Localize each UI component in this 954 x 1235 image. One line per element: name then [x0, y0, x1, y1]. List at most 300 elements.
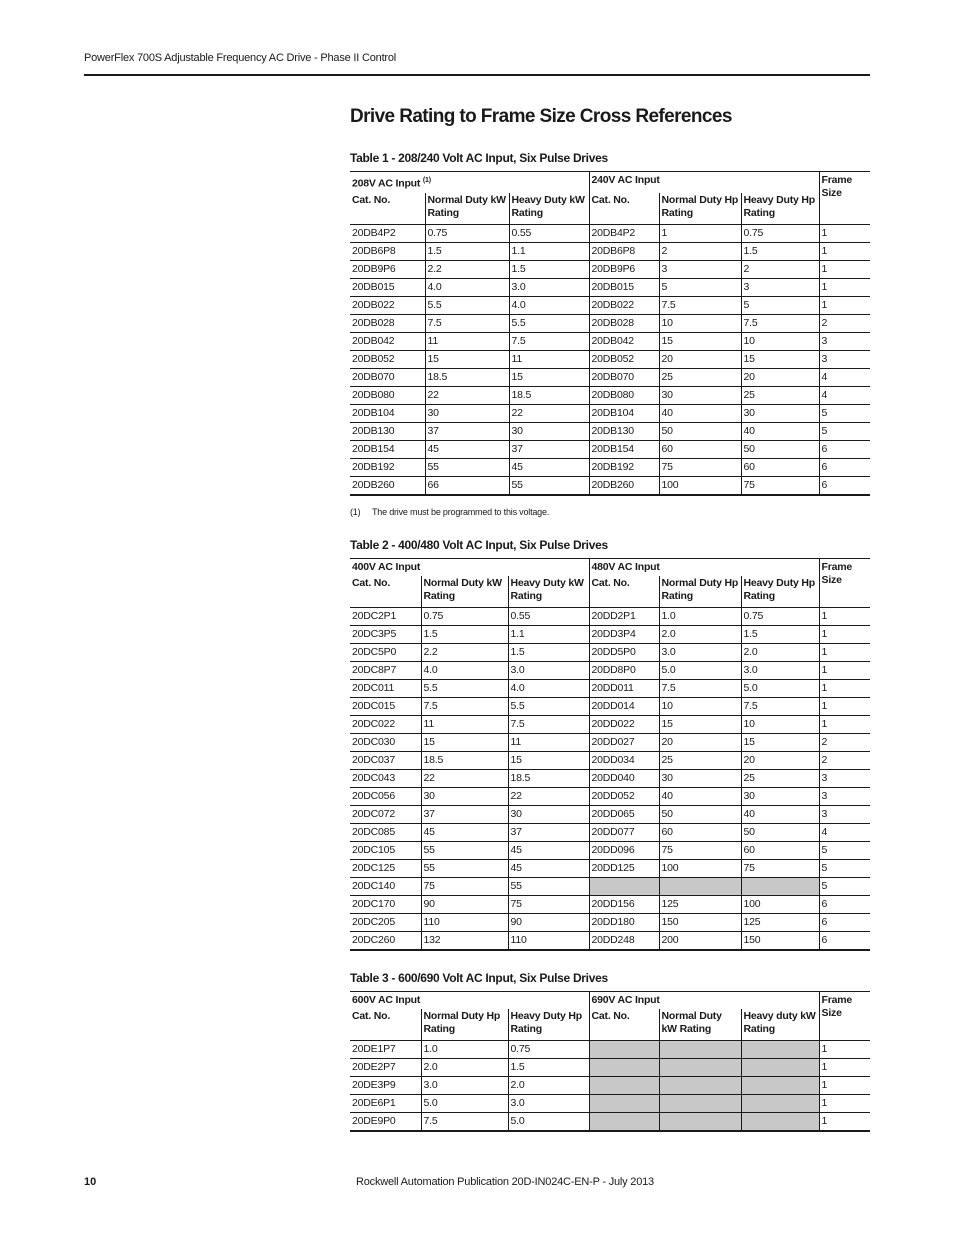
table-row: [350, 404, 870, 422]
table-cell: 20DC8P7: [350, 662, 421, 680]
table-cell: 20: [741, 752, 819, 770]
table-cell: 2: [819, 734, 870, 752]
table-cell: [589, 1113, 659, 1132]
table-cell: 20DD034: [589, 752, 659, 770]
table-cell: 1: [819, 698, 870, 716]
section-title: Drive Rating to Frame Size Cross References: [350, 106, 732, 127]
table-row: [350, 734, 870, 752]
table-cell: 20DD014: [589, 698, 659, 716]
table-cell: 7.5: [659, 296, 741, 314]
table-row: [350, 698, 870, 716]
table-cell: 1: [819, 644, 870, 662]
table-cell: 3.0: [508, 662, 589, 680]
table-cell: 100: [659, 860, 741, 878]
table-cell: 20DB028: [589, 314, 659, 332]
table-row: [350, 350, 870, 368]
table-row: [350, 806, 870, 824]
table-cell: 30: [421, 788, 508, 806]
table-cell: 1: [819, 1077, 870, 1095]
table-row: [350, 314, 870, 332]
table-cell: 20DB6P8: [350, 242, 425, 260]
table-row: [350, 716, 870, 734]
table-3-frame-header: Frame Size: [819, 992, 870, 1041]
table-cell: 20DB070: [350, 368, 425, 386]
table-cell: 1: [819, 662, 870, 680]
column-header: Cat. No.: [350, 576, 421, 608]
table-cell: 25: [659, 368, 741, 386]
table-cell: 20DD077: [589, 824, 659, 842]
table-cell: 10: [741, 716, 819, 734]
table-row: [350, 896, 870, 914]
table-cell: 15: [508, 752, 589, 770]
table-cell: 1: [819, 224, 870, 242]
column-header: Heavy Duty kW Rating: [509, 193, 589, 225]
column-header: Heavy duty kW Rating: [741, 1009, 819, 1041]
table-cell: 20DC085: [350, 824, 421, 842]
column-header: Heavy Duty Hp Rating: [741, 193, 819, 225]
table-cell: 1.5: [421, 626, 508, 644]
table-cell: 55: [508, 878, 589, 896]
table-cell: 1: [819, 680, 870, 698]
table-cell: 150: [741, 932, 819, 951]
table-row: [350, 296, 870, 314]
table-cell: 5.5: [421, 680, 508, 698]
table-cell: 2.0: [659, 626, 741, 644]
table-cell: 2: [819, 314, 870, 332]
table-cell: 20DD3P4: [589, 626, 659, 644]
table-cell: 5.5: [509, 314, 589, 332]
table-cell: 1: [819, 1041, 870, 1059]
table-cell: 5.0: [659, 662, 741, 680]
table-cell: 15: [741, 350, 819, 368]
table-cell: 37: [508, 824, 589, 842]
table-cell: 15: [741, 734, 819, 752]
table-cell: 20DD027: [589, 734, 659, 752]
table-cell: 5: [741, 296, 819, 314]
table-cell: 4: [819, 824, 870, 842]
table-cell: 60: [659, 440, 741, 458]
table-cell: 1.5: [425, 242, 509, 260]
column-header: Cat. No.: [350, 1009, 421, 1041]
table-cell: 11: [508, 734, 589, 752]
table-cell: 7.5: [425, 314, 509, 332]
table-row: [350, 332, 870, 350]
table-cell: 5.5: [508, 698, 589, 716]
table-row: [350, 824, 870, 842]
table-1-frame-header: Frame Size: [819, 172, 870, 225]
table-cell: 25: [741, 386, 819, 404]
column-header: Heavy Duty Hp Rating: [741, 576, 819, 608]
footnote-ref: (1): [422, 177, 431, 184]
table-cell: 0.75: [508, 1041, 589, 1059]
table-cell: 30: [425, 404, 509, 422]
table-cell: 20DC260: [350, 932, 421, 951]
table-row: [350, 932, 870, 951]
table-cell: 20DD052: [589, 788, 659, 806]
table-cell: 55: [425, 458, 509, 476]
table-cell: 7.5: [421, 1113, 508, 1132]
table-cell: 20DC043: [350, 770, 421, 788]
table-cell: 3.0: [509, 278, 589, 296]
table-cell: 20DB028: [350, 314, 425, 332]
table-cell: 0.75: [421, 608, 508, 626]
table-cell: 11: [421, 716, 508, 734]
table-cell: 37: [509, 440, 589, 458]
table-cell: 1.0: [421, 1041, 508, 1059]
table-cell: 20DB052: [589, 350, 659, 368]
table-cell: 20DB130: [350, 422, 425, 440]
table-cell: 50: [659, 806, 741, 824]
table-cell: 10: [659, 698, 741, 716]
table-row: [350, 260, 870, 278]
table-cell: 20DD125: [589, 860, 659, 878]
column-header: Cat. No.: [589, 1009, 659, 1041]
table-cell: 20DC125: [350, 860, 421, 878]
table-cell: 20: [659, 350, 741, 368]
table-row: [350, 1041, 870, 1059]
table-cell: 50: [741, 440, 819, 458]
table-cell: 6: [819, 896, 870, 914]
table-cell: 6: [819, 914, 870, 932]
table-cell: 30: [509, 422, 589, 440]
table-cell: 20DE2P7: [350, 1059, 421, 1077]
table-cell: 20DB192: [350, 458, 425, 476]
table-row: [350, 224, 870, 242]
table-cell: 3.0: [659, 644, 741, 662]
table-row: [350, 1095, 870, 1113]
table-cell: 1: [819, 1113, 870, 1132]
table-cell: 20DC072: [350, 806, 421, 824]
table-row: [350, 860, 870, 878]
table-cell: 4.0: [508, 680, 589, 698]
table-3-block: [350, 970, 870, 1132]
table-cell: 1.5: [508, 1059, 589, 1077]
footnote-mark: (1): [350, 507, 361, 517]
table-cell: 3: [819, 332, 870, 350]
table-cell: 3: [819, 350, 870, 368]
table-cell: 60: [741, 458, 819, 476]
table-cell: 15: [659, 716, 741, 734]
table-row: [350, 1113, 870, 1132]
column-header: Cat. No.: [350, 193, 425, 225]
footnote-text: The drive must be programmed to this voltage.: [372, 507, 550, 517]
table-cell: 75: [508, 896, 589, 914]
table-cell: 20DB154: [589, 440, 659, 458]
table-cell: 3: [659, 260, 741, 278]
table-cell: 20DB6P8: [589, 242, 659, 260]
table-cell: 20DD011: [589, 680, 659, 698]
table-1-column-headers: [350, 193, 870, 225]
table-cell: 22: [421, 770, 508, 788]
table-1-block: [350, 150, 870, 496]
table-cell: 1: [659, 224, 741, 242]
table-cell: 40: [741, 806, 819, 824]
column-header: Heavy Duty kW Rating: [508, 576, 589, 608]
table-cell: 20DD2P1: [589, 608, 659, 626]
table-cell: 20DB192: [589, 458, 659, 476]
table-cell: 40: [741, 422, 819, 440]
table-cell: 75: [741, 860, 819, 878]
table-cell: 5.0: [741, 680, 819, 698]
table-cell: [741, 1041, 819, 1059]
table-cell: 20DC205: [350, 914, 421, 932]
table-cell: 20DD180: [589, 914, 659, 932]
table-cell: 40: [659, 404, 741, 422]
table-cell: 3.0: [508, 1095, 589, 1113]
table-cell: 20DC030: [350, 734, 421, 752]
table-cell: 15: [509, 368, 589, 386]
table-2-column-headers: [350, 576, 870, 608]
table-cell: 20DB4P2: [589, 224, 659, 242]
publication-line: Rockwell Automation Publication 20D-IN024C-EN-P - July 2013: [356, 1176, 654, 1188]
table-cell: 50: [659, 422, 741, 440]
table-cell: 1.5: [508, 644, 589, 662]
table-cell: 20DE9P0: [350, 1113, 421, 1132]
table-cell: 60: [659, 824, 741, 842]
table-cell: 18.5: [421, 752, 508, 770]
table-cell: 55: [509, 476, 589, 495]
table-cell: 20DD8P0: [589, 662, 659, 680]
table-cell: [741, 878, 819, 896]
column-header: Heavy Duty Hp Rating: [508, 1009, 589, 1041]
table-cell: 20DB070: [589, 368, 659, 386]
table-cell: 20DC022: [350, 716, 421, 734]
table-cell: 20DB130: [589, 422, 659, 440]
table-cell: 20DB022: [350, 296, 425, 314]
table-cell: 20DD040: [589, 770, 659, 788]
table-cell: 20DC105: [350, 842, 421, 860]
table-1: [350, 171, 870, 496]
table-row: [350, 752, 870, 770]
table-row: [350, 278, 870, 296]
column-header: Cat. No.: [589, 576, 659, 608]
table-cell: [589, 1059, 659, 1077]
table-cell: 1: [819, 296, 870, 314]
table-row: [350, 242, 870, 260]
table-cell: 30: [741, 404, 819, 422]
table-cell: [741, 1095, 819, 1113]
table-cell: 20DB104: [350, 404, 425, 422]
table-row: [350, 788, 870, 806]
table-cell: 20DB080: [350, 386, 425, 404]
table-cell: 11: [425, 332, 509, 350]
table-cell: 20DD248: [589, 932, 659, 951]
table-cell: 0.75: [741, 608, 819, 626]
table-cell: [659, 1095, 741, 1113]
table-cell: 0.75: [741, 224, 819, 242]
table-cell: [659, 1113, 741, 1132]
table-cell: 5: [819, 404, 870, 422]
column-header: Cat. No.: [589, 193, 659, 225]
table-cell: 110: [421, 914, 508, 932]
table-cell: 30: [741, 788, 819, 806]
table-cell: 30: [508, 806, 589, 824]
table-cell: 125: [659, 896, 741, 914]
table-cell: 20DE1P7: [350, 1041, 421, 1059]
table-row: [350, 440, 870, 458]
table-2: [350, 558, 870, 951]
column-header: Normal Duty Hp Rating: [659, 193, 741, 225]
table-cell: 1.1: [508, 626, 589, 644]
table-cell: 5: [819, 860, 870, 878]
table-cell: 125: [741, 914, 819, 932]
table-cell: 5: [819, 422, 870, 440]
table-cell: 10: [659, 314, 741, 332]
table-cell: [741, 1059, 819, 1077]
table-cell: 150: [659, 914, 741, 932]
table-cell: 50: [741, 824, 819, 842]
table-3: [350, 991, 870, 1132]
column-header: Normal Duty Hp Rating: [421, 1009, 508, 1041]
table-cell: 20DB260: [350, 476, 425, 495]
table-cell: 7.5: [509, 332, 589, 350]
table-3-group-600v: 600V AC Input: [352, 994, 421, 1006]
table-cell: 20DC5P0: [350, 644, 421, 662]
table-cell: 20DD156: [589, 896, 659, 914]
table-cell: 20DB9P6: [350, 260, 425, 278]
table-cell: 15: [425, 350, 509, 368]
table-cell: 37: [425, 422, 509, 440]
table-cell: 1: [819, 242, 870, 260]
table-cell: 20DB052: [350, 350, 425, 368]
table-cell: 20DC170: [350, 896, 421, 914]
table-cell: [659, 878, 741, 896]
table-cell: 1: [819, 608, 870, 626]
table-cell: 45: [421, 824, 508, 842]
table-row: [350, 368, 870, 386]
table-cell: 18.5: [508, 770, 589, 788]
table-1-title: Table 1 - 208/240 Volt AC Input, Six Pulse Drives: [350, 151, 608, 165]
table-cell: 3: [819, 770, 870, 788]
column-header: Normal Duty kW Rating: [425, 193, 509, 225]
table-cell: 1.5: [741, 242, 819, 260]
table-cell: 5: [819, 842, 870, 860]
table-cell: 0.55: [509, 224, 589, 242]
table-cell: [741, 1077, 819, 1095]
table-cell: 7.5: [508, 716, 589, 734]
table-cell: 6: [819, 440, 870, 458]
table-cell: 20DC140: [350, 878, 421, 896]
table-cell: 20DD096: [589, 842, 659, 860]
table-2-group-400v: 400V AC Input: [352, 561, 421, 573]
table-cell: 11: [509, 350, 589, 368]
table-cell: 0.75: [425, 224, 509, 242]
table-cell: 7.5: [421, 698, 508, 716]
table-cell: 5.0: [508, 1113, 589, 1132]
table-cell: 1: [819, 278, 870, 296]
table-cell: 22: [425, 386, 509, 404]
table-cell: 1.5: [509, 260, 589, 278]
table-cell: 2.0: [508, 1077, 589, 1095]
table-cell: 75: [741, 476, 819, 495]
table-cell: 110: [508, 932, 589, 951]
table-cell: 3: [819, 788, 870, 806]
table-1-group-208v: 208V AC Input $^{(1)}$: [352, 177, 431, 190]
table-cell: 20DC011: [350, 680, 421, 698]
table-cell: 20DD5P0: [589, 644, 659, 662]
table-cell: 4.0: [421, 662, 508, 680]
table-cell: 66: [425, 476, 509, 495]
table-row: [350, 476, 870, 495]
table-cell: 20DB260: [589, 476, 659, 495]
table-cell: 18.5: [425, 368, 509, 386]
table-row: [350, 914, 870, 932]
table-row: [350, 626, 870, 644]
table-cell: 20DC2P1: [350, 608, 421, 626]
table-cell: 25: [741, 770, 819, 788]
table-cell: 4: [819, 368, 870, 386]
table-row: [350, 422, 870, 440]
table-row: [350, 386, 870, 404]
table-2-block: [350, 537, 870, 951]
table-cell: 2.0: [741, 644, 819, 662]
table-cell: 0.55: [508, 608, 589, 626]
table-cell: 2.0: [421, 1059, 508, 1077]
table-cell: 3.0: [741, 662, 819, 680]
footnote: [350, 507, 549, 517]
table-cell: 100: [659, 476, 741, 495]
table-cell: 75: [659, 842, 741, 860]
table-cell: 75: [421, 878, 508, 896]
table-cell: [589, 1041, 659, 1059]
table-cell: 5.5: [425, 296, 509, 314]
table-cell: 1: [819, 1059, 870, 1077]
table-cell: 40: [659, 788, 741, 806]
table-cell: 3.0: [421, 1077, 508, 1095]
table-cell: 25: [659, 752, 741, 770]
column-header: Normal Duty kW Rating: [659, 1009, 741, 1041]
table-row: [350, 878, 870, 896]
table-cell: 7.5: [741, 314, 819, 332]
table-cell: 20DD022: [589, 716, 659, 734]
table-cell: 60: [741, 842, 819, 860]
column-header: Normal Duty Hp Rating: [659, 576, 741, 608]
table-cell: 20DE6P1: [350, 1095, 421, 1113]
table-cell: 20DC037: [350, 752, 421, 770]
table-cell: 20DB104: [589, 404, 659, 422]
page-number: 10: [84, 1176, 97, 1188]
table-cell: 20DB042: [589, 332, 659, 350]
table-cell: 10: [741, 332, 819, 350]
table-cell: 5: [819, 878, 870, 896]
table-cell: 20DB015: [350, 278, 425, 296]
table-3-column-headers: [350, 1009, 870, 1041]
table-cell: 1: [819, 716, 870, 734]
table-cell: 20DB022: [589, 296, 659, 314]
table-cell: 7.5: [659, 680, 741, 698]
table-3-group-690v: 690V AC Input: [589, 992, 819, 1010]
table-row: [350, 608, 870, 626]
table-cell: 20DB4P2: [350, 224, 425, 242]
table-cell: 20DB042: [350, 332, 425, 350]
table-cell: 1: [819, 626, 870, 644]
table-cell: 5.0: [421, 1095, 508, 1113]
table-cell: 75: [659, 458, 741, 476]
table-cell: 1.1: [509, 242, 589, 260]
table-cell: 100: [741, 896, 819, 914]
table-cell: 22: [508, 788, 589, 806]
table-cell: 30: [659, 386, 741, 404]
table-cell: 20: [659, 734, 741, 752]
table-cell: 7.5: [741, 698, 819, 716]
table-cell: 90: [508, 914, 589, 932]
table-cell: 132: [421, 932, 508, 951]
table-cell: 45: [508, 842, 589, 860]
table-cell: 200: [659, 932, 741, 951]
table-cell: 2.2: [425, 260, 509, 278]
table-row: [350, 458, 870, 476]
table-cell: 3: [819, 806, 870, 824]
